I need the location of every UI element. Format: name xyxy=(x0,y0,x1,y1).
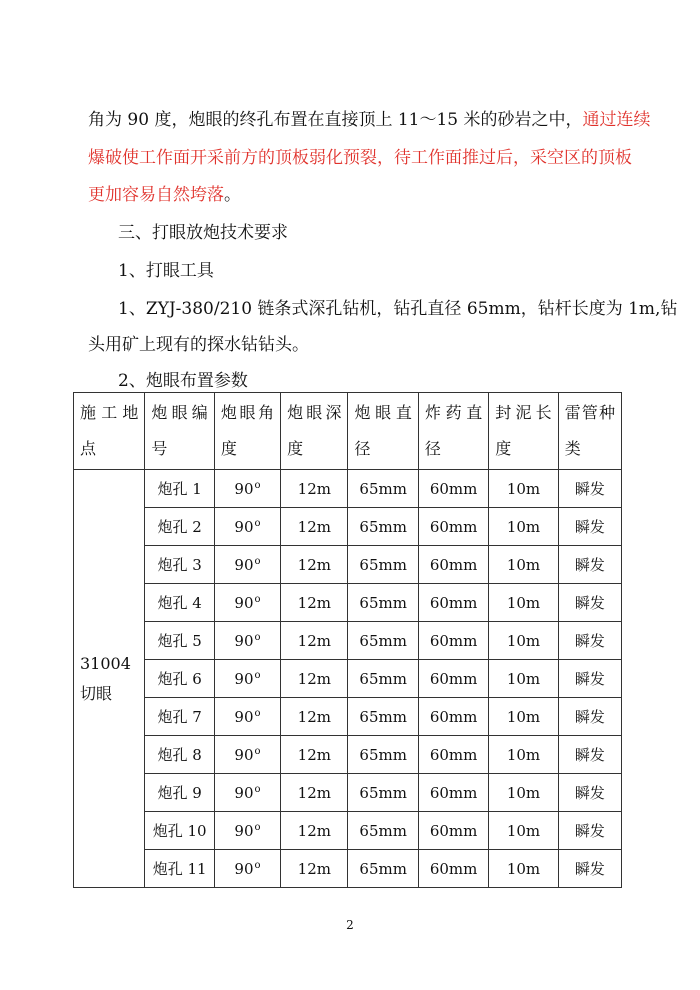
degree-mark: o xyxy=(254,745,261,757)
hole-diameter-cell: 65mm xyxy=(348,622,418,660)
hole-angle-cell xyxy=(214,584,280,622)
angle-value: 90 xyxy=(234,517,254,536)
drill-description-line-2: 头用矿上现有的探水钻钻头。 xyxy=(88,335,309,355)
detonator-type-cell: 瞬发 xyxy=(558,584,621,622)
detonator-type-cell: 瞬发 xyxy=(558,660,621,698)
explosive-diameter-cell: 60mm xyxy=(418,660,488,698)
hole-diameter-cell: 65mm xyxy=(348,850,418,888)
paragraph-line-1 xyxy=(88,109,651,131)
depth-cell: 12m xyxy=(281,698,348,736)
hole-diameter-cell: 65mm xyxy=(348,736,418,774)
clay-length-cell: 10m xyxy=(489,584,558,622)
hole-number-cell: 炮孔 3 xyxy=(145,546,214,584)
depth-cell: 12m xyxy=(281,546,348,584)
degree-mark: o xyxy=(254,517,261,529)
explosive-diameter-cell: 60mm xyxy=(418,774,488,812)
clay-length-cell: 10m xyxy=(489,660,558,698)
hole-number-cell: 炮孔 2 xyxy=(145,508,214,546)
explosive-diameter-cell: 60mm xyxy=(418,546,488,584)
hole-diameter-cell: 65mm xyxy=(348,774,418,812)
hole-angle-cell xyxy=(214,660,280,698)
highlighted-text: 更加容易自然垮落 xyxy=(88,185,224,205)
degree-mark: o xyxy=(254,479,261,491)
hole-number-cell: 炮孔 5 xyxy=(145,622,214,660)
hole-angle-cell xyxy=(214,850,280,888)
degree-mark: o xyxy=(254,783,261,795)
hole-angle-cell xyxy=(214,508,280,546)
subheading-drilling-tools: 1、打眼工具 xyxy=(118,261,214,281)
table-row xyxy=(74,850,622,888)
header-hole-number: 炮眼编号 xyxy=(145,393,214,470)
detonator-type-cell: 瞬发 xyxy=(558,850,621,888)
clay-length-cell: 10m xyxy=(489,546,558,584)
drill-description-line-1: 1、ZYJ-380/210 链条式深孔钻机，钻孔直径 65mm，钻杆长度为 1m,钻 xyxy=(118,299,678,319)
hole-diameter-cell: 65mm xyxy=(348,470,418,508)
table-row xyxy=(74,546,622,584)
highlighted-text: 通过连续 xyxy=(582,110,651,130)
clay-length-cell: 10m xyxy=(489,736,558,774)
header-hole-depth: 炮眼深度 xyxy=(281,393,348,470)
degree-mark: o xyxy=(254,669,261,681)
hole-diameter-cell: 65mm xyxy=(348,508,418,546)
angle-value: 90 xyxy=(234,859,254,878)
table-row xyxy=(74,774,622,812)
explosive-diameter-cell: 60mm xyxy=(418,850,488,888)
depth-cell: 12m xyxy=(281,584,348,622)
table-row xyxy=(74,584,622,622)
hole-diameter-cell: 65mm xyxy=(348,660,418,698)
hole-angle-cell xyxy=(214,774,280,812)
explosive-diameter-cell: 60mm xyxy=(418,736,488,774)
degree-mark: o xyxy=(254,859,261,871)
degree-mark: o xyxy=(254,821,261,833)
depth-cell: 12m xyxy=(281,508,348,546)
hole-angle-cell xyxy=(214,470,280,508)
detonator-type-cell: 瞬发 xyxy=(558,508,621,546)
table-row xyxy=(74,736,622,774)
detonator-type-cell: 瞬发 xyxy=(558,812,621,850)
angle-value: 90 xyxy=(234,783,254,802)
hole-angle-cell xyxy=(214,546,280,584)
angle-value: 90 xyxy=(234,631,254,650)
detonator-type-cell: 瞬发 xyxy=(558,546,621,584)
detonator-type-cell: 瞬发 xyxy=(558,622,621,660)
angle-value: 90 xyxy=(234,669,254,688)
angle-value: 90 xyxy=(234,555,254,574)
clay-length-cell: 10m xyxy=(489,774,558,812)
table-header-row xyxy=(74,393,622,470)
hole-number-cell: 炮孔 9 xyxy=(145,774,214,812)
detonator-type-cell: 瞬发 xyxy=(558,736,621,774)
explosive-diameter-cell: 60mm xyxy=(418,622,488,660)
detonator-type-cell: 瞬发 xyxy=(558,698,621,736)
paragraph-text: 角为 90 度，炮眼的终孔布置在直接顶上 11～15 米的砂岩之中， xyxy=(88,110,583,130)
clay-length-cell: 10m xyxy=(489,622,558,660)
angle-value: 90 xyxy=(234,707,254,726)
depth-cell: 12m xyxy=(281,470,348,508)
hole-diameter-cell: 65mm xyxy=(348,812,418,850)
header-explosive-diameter: 炸药直径 xyxy=(418,393,488,470)
hole-number-cell: 炮孔 6 xyxy=(145,660,214,698)
paragraph-line-3 xyxy=(88,184,241,206)
degree-mark: o xyxy=(254,593,261,605)
degree-mark: o xyxy=(254,631,261,643)
table-row xyxy=(74,698,622,736)
explosive-diameter-cell: 60mm xyxy=(418,584,488,622)
hole-angle-cell xyxy=(214,622,280,660)
detonator-type-cell: 瞬发 xyxy=(558,470,621,508)
table-row xyxy=(74,508,622,546)
hole-number-cell: 炮孔 7 xyxy=(145,698,214,736)
depth-cell: 12m xyxy=(281,774,348,812)
clay-length-cell: 10m xyxy=(489,698,558,736)
hole-diameter-cell: 65mm xyxy=(348,698,418,736)
explosive-diameter-cell: 60mm xyxy=(418,812,488,850)
clay-length-cell: 10m xyxy=(489,812,558,850)
paragraph-text: 。 xyxy=(224,185,241,205)
header-clay-length: 封泥长度 xyxy=(489,393,558,470)
site-code: 31004 xyxy=(80,653,131,673)
depth-cell: 12m xyxy=(281,660,348,698)
depth-cell: 12m xyxy=(281,850,348,888)
hole-angle-cell xyxy=(214,698,280,736)
page-number: 2 xyxy=(346,918,354,932)
depth-cell: 12m xyxy=(281,736,348,774)
table-row xyxy=(74,622,622,660)
degree-mark: o xyxy=(254,555,261,567)
hole-number-cell: 炮孔 11 xyxy=(145,850,214,888)
blast-hole-parameters-table xyxy=(73,392,622,888)
detonator-type-cell: 瞬发 xyxy=(558,774,621,812)
clay-length-cell: 10m xyxy=(489,850,558,888)
hole-number-cell: 炮孔 10 xyxy=(145,812,214,850)
paragraph-line-2: 爆破使工作面开采前方的顶板弱化预裂，待工作面推过后，采空区的顶板 xyxy=(88,148,632,168)
angle-value: 90 xyxy=(234,821,254,840)
hole-number-cell: 炮孔 1 xyxy=(145,470,214,508)
angle-value: 90 xyxy=(234,593,254,612)
hole-angle-cell xyxy=(214,812,280,850)
hole-number-cell: 炮孔 4 xyxy=(145,584,214,622)
section-heading-three: 三、打眼放炮技术要求 xyxy=(118,223,288,243)
depth-cell: 12m xyxy=(281,812,348,850)
hole-diameter-cell: 65mm xyxy=(348,584,418,622)
angle-value: 90 xyxy=(234,745,254,764)
hole-diameter-cell: 65mm xyxy=(348,546,418,584)
header-site: 施工地点 xyxy=(74,393,145,470)
depth-cell: 12m xyxy=(281,622,348,660)
hole-number-cell: 炮孔 8 xyxy=(145,736,214,774)
explosive-diameter-cell: 60mm xyxy=(418,508,488,546)
explosive-diameter-cell: 60mm xyxy=(418,470,488,508)
clay-length-cell: 10m xyxy=(489,470,558,508)
header-hole-diameter: 炮眼直径 xyxy=(348,393,418,470)
angle-value: 90 xyxy=(234,479,254,498)
header-detonator-type: 雷管种类 xyxy=(558,393,621,470)
table-row xyxy=(74,812,622,850)
header-hole-angle: 炮眼角度 xyxy=(214,393,280,470)
table-row xyxy=(74,470,622,508)
subheading-hole-parameters: 2、炮眼布置参数 xyxy=(118,371,248,391)
degree-mark: o xyxy=(254,707,261,719)
explosive-diameter-cell: 60mm xyxy=(418,698,488,736)
site-cell xyxy=(74,470,145,888)
table-row xyxy=(74,660,622,698)
clay-length-cell: 10m xyxy=(489,508,558,546)
hole-angle-cell xyxy=(214,736,280,774)
site-location: 切眼 xyxy=(80,683,113,703)
